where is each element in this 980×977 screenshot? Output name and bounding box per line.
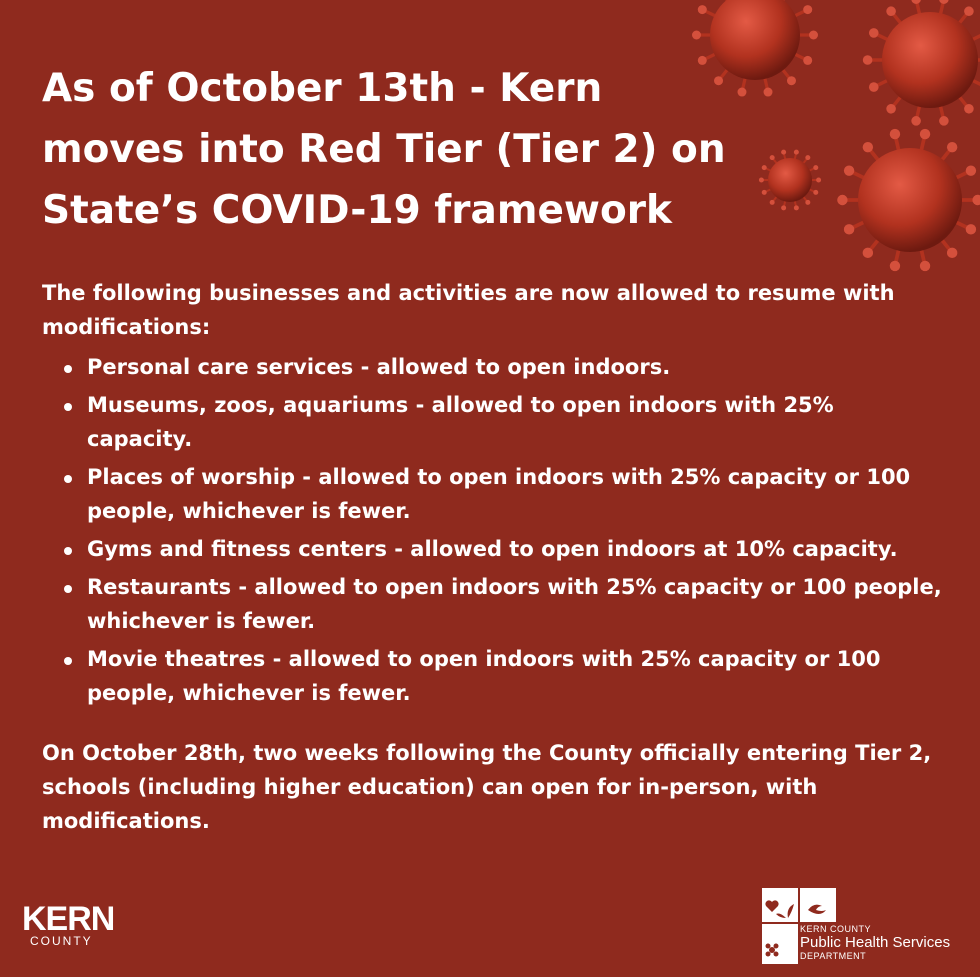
bullet-icon: [64, 475, 72, 483]
public-health-logo: [762, 888, 972, 968]
list-item-text: Museums, zoos, aquariums - allowed to open indoors with 25% capacity.: [87, 393, 834, 451]
bullet-icon: [64, 403, 72, 411]
list-item: [42, 532, 942, 566]
headline-line-1: As of October 13th - Kern: [42, 66, 603, 111]
intro-text: The following businesses and activities are now allowed to resume with modifications:: [42, 281, 895, 339]
list-item-text: Gyms and fitness centers - allowed to open indoors at 10% capacity.: [87, 537, 898, 561]
kern-logo-main: KERN: [22, 900, 115, 938]
bullet-icon: [64, 585, 72, 593]
main-content: [42, 276, 942, 838]
headline-line-2: moves into Red Tier (Tier 2) on: [42, 127, 726, 172]
phs-department-label: DEPARTMENT: [800, 951, 867, 961]
list-item-text: Personal care services - allowed to open indoors.: [87, 355, 671, 379]
list-item: [42, 460, 942, 528]
kern-county-logo: [22, 902, 118, 948]
public-health-text: [800, 924, 950, 961]
list-item: [42, 570, 942, 638]
bullet-icon: [64, 547, 72, 555]
phs-county-label: KERN COUNTY: [800, 924, 872, 934]
list-item: [42, 350, 942, 384]
bullet-icon: [64, 657, 72, 665]
phs-main-label: Public Health Services: [800, 934, 951, 951]
bullet-icon: [64, 365, 72, 373]
list-item-text: Places of worship - allowed to open indoors with 25% capacity or 100 people, whichever is fewer.: [87, 465, 911, 523]
kern-logo-sub: COUNTY: [30, 934, 93, 948]
headline-line-3: State’s COVID-19 framework: [42, 188, 672, 233]
list-item: [42, 642, 942, 710]
list-item: [42, 388, 942, 456]
closing-text: On October 28th, two weeks following the County officially entering Tier 2, schools (including higher education) can open for in-person, with modifications.: [42, 741, 932, 833]
activities-list: [42, 350, 942, 710]
list-item-text: Movie theatres - allowed to open indoors with 25% capacity or 100 people, whichever is fewer.: [87, 647, 881, 705]
headline: [42, 58, 742, 241]
list-item-text: Restaurants - allowed to open indoors with 25% capacity or 100 people, whichever is fewer.: [87, 575, 942, 633]
